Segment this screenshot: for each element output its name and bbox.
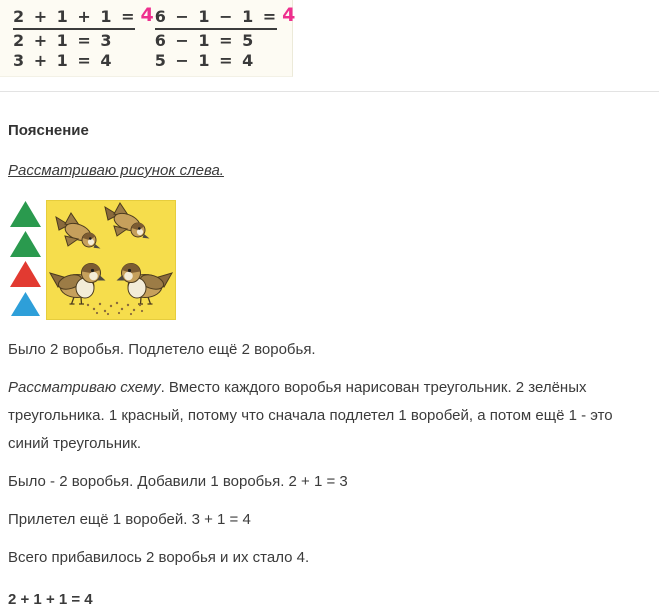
worked-equations-image xyxy=(0,0,297,77)
equation-column-subtraction xyxy=(155,6,297,76)
triangle-scheme xyxy=(9,200,42,320)
equation-subtraction-top: 6 − 1 − 1 = xyxy=(155,7,277,30)
green-triangle-icon xyxy=(10,201,41,227)
equation-addition-result: 4 xyxy=(140,4,155,26)
green-triangle-icon xyxy=(10,231,41,257)
blue-triangle-icon xyxy=(11,292,40,316)
equation-subtraction-result: 4 xyxy=(282,4,297,26)
equation-line: 6 − 1 = 5 xyxy=(154,31,255,50)
equation-line: 3 + 1 = 4 xyxy=(13,51,113,70)
equation-line: 5 − 1 = 4 xyxy=(154,51,255,70)
triangle-column-graphic xyxy=(9,200,42,320)
equation-line-main xyxy=(155,6,297,31)
paragraph-step1: Было - 2 воробья. Добавили 1 воробья. 2 + 1 = 3 xyxy=(8,473,348,490)
sparrows-board-graphic xyxy=(46,200,176,320)
paragraph-was-sparrows: Было 2 воробья. Подлетело ещё 2 воробья. xyxy=(8,341,316,358)
sparrows-picture xyxy=(46,200,176,320)
section-divider xyxy=(0,91,659,92)
equation-line-main xyxy=(13,6,155,31)
intro-note: Рассматриваю рисунок слева. xyxy=(8,162,224,179)
paragraph-scheme-italic: Рассматриваю схему xyxy=(8,379,161,396)
figure-sparrows-scheme xyxy=(9,200,659,320)
explanation-heading: Пояснение xyxy=(8,122,89,139)
equation-line: 2 + 1 = 3 xyxy=(13,31,113,50)
paragraph-scheme xyxy=(8,374,645,458)
red-triangle-icon xyxy=(10,261,41,287)
paragraph-total: Всего прибавилось 2 воробья и их стало 4. xyxy=(8,549,310,566)
final-equation: 2 + 1 + 1 = 4 xyxy=(8,591,93,608)
equation-addition-top: 2 + 1 + 1 = xyxy=(13,7,135,30)
paragraph-step2: Прилетел ещё 1 воробей. 3 + 1 = 4 xyxy=(8,511,251,528)
paragraph-scheme-rest: . Вместо каждого воробья нарисован треугольник. 2 зелёных треугольника. 1 красный, потому что сначала подлетел 1 воробей, а потом ещё 1 - это синий треугольник. xyxy=(8,379,613,452)
equation-column-addition xyxy=(13,6,155,76)
